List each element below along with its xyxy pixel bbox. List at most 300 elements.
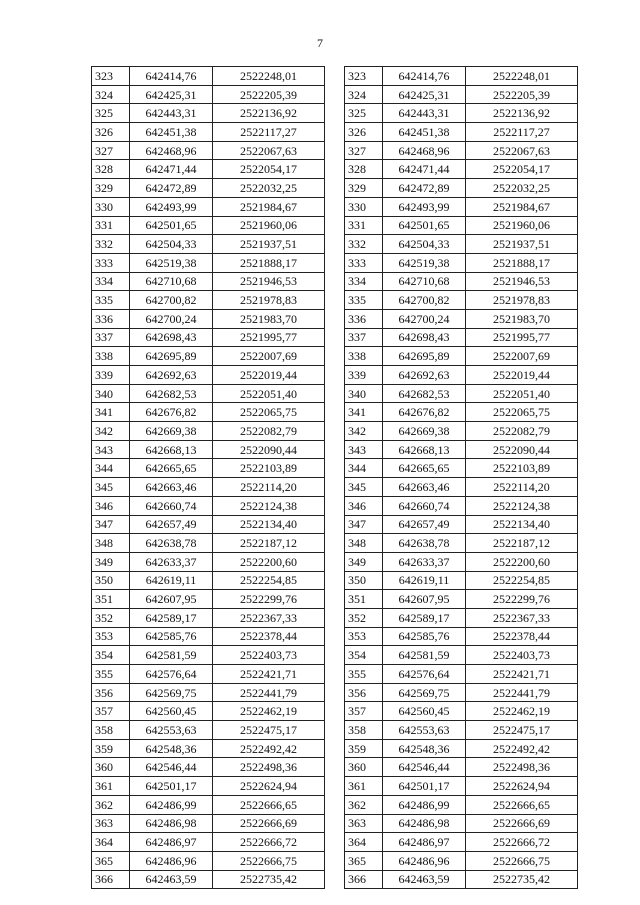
table-row <box>92 571 325 590</box>
y-coordinate-cell: 2522117,27 <box>466 123 578 142</box>
x-coordinate-cell: 642519,38 <box>383 253 466 272</box>
x-coordinate-cell: 642486,97 <box>130 833 213 852</box>
point-number-cell: 334 <box>92 272 130 291</box>
x-coordinate-cell: 642657,49 <box>130 515 213 534</box>
y-coordinate-cell: 2522200,60 <box>213 552 325 571</box>
table-row <box>345 347 578 366</box>
table-row <box>345 665 578 684</box>
y-coordinate-cell: 2522378,44 <box>466 627 578 646</box>
table-row <box>92 309 325 328</box>
y-coordinate-cell: 2522666,65 <box>466 795 578 814</box>
x-coordinate-cell: 642695,89 <box>383 347 466 366</box>
y-coordinate-cell: 2522114,20 <box>213 478 325 497</box>
x-coordinate-cell: 642669,38 <box>383 422 466 441</box>
x-coordinate-cell: 642472,89 <box>130 179 213 198</box>
point-number-cell: 358 <box>92 721 130 740</box>
point-number-cell: 333 <box>345 253 383 272</box>
point-number-cell: 356 <box>345 683 383 702</box>
x-coordinate-cell: 642493,99 <box>130 197 213 216</box>
table-row <box>92 272 325 291</box>
x-coordinate-cell: 642501,17 <box>383 777 466 796</box>
point-number-cell: 336 <box>92 309 130 328</box>
y-coordinate-cell: 2522200,60 <box>466 552 578 571</box>
x-coordinate-cell: 642548,36 <box>130 739 213 758</box>
y-coordinate-cell: 2522299,76 <box>466 590 578 609</box>
x-coordinate-cell: 642668,13 <box>383 440 466 459</box>
table-row <box>92 347 325 366</box>
x-coordinate-cell: 642663,46 <box>130 478 213 497</box>
point-number-cell: 349 <box>345 552 383 571</box>
table-row <box>92 123 325 142</box>
point-number-cell: 341 <box>345 403 383 422</box>
point-number-cell: 359 <box>92 739 130 758</box>
y-coordinate-cell: 2521984,67 <box>213 197 325 216</box>
table-row <box>92 440 325 459</box>
point-number-cell: 343 <box>92 440 130 459</box>
x-coordinate-cell: 642638,78 <box>130 534 213 553</box>
table-row <box>345 851 578 870</box>
point-number-cell: 362 <box>345 795 383 814</box>
point-number-cell: 327 <box>92 141 130 160</box>
y-coordinate-cell: 2522254,85 <box>213 571 325 590</box>
table-row <box>92 67 325 86</box>
y-coordinate-cell: 2522205,39 <box>466 85 578 104</box>
x-coordinate-cell: 642486,99 <box>383 795 466 814</box>
point-number-cell: 324 <box>92 85 130 104</box>
y-coordinate-cell: 2522117,27 <box>213 123 325 142</box>
y-coordinate-cell: 2522082,79 <box>213 422 325 441</box>
table-row <box>345 104 578 123</box>
point-number-cell: 352 <box>345 608 383 627</box>
x-coordinate-cell: 642548,36 <box>383 739 466 758</box>
y-coordinate-cell: 2521995,77 <box>466 328 578 347</box>
point-number-cell: 348 <box>92 534 130 553</box>
x-coordinate-cell: 642710,68 <box>130 272 213 291</box>
point-number-cell: 350 <box>345 571 383 590</box>
table-row <box>92 608 325 627</box>
y-coordinate-cell: 2522624,94 <box>466 777 578 796</box>
y-coordinate-cell: 2522666,65 <box>213 795 325 814</box>
y-coordinate-cell: 2522054,17 <box>466 160 578 179</box>
y-coordinate-cell: 2521984,67 <box>466 197 578 216</box>
y-coordinate-cell: 2522475,17 <box>466 721 578 740</box>
y-coordinate-cell: 2522666,69 <box>213 814 325 833</box>
x-coordinate-cell: 642633,37 <box>383 552 466 571</box>
table-row <box>345 496 578 515</box>
x-coordinate-cell: 642581,59 <box>130 646 213 665</box>
point-number-cell: 339 <box>92 366 130 385</box>
table-row <box>345 422 578 441</box>
y-coordinate-cell: 2521983,70 <box>466 309 578 328</box>
point-number-cell: 338 <box>345 347 383 366</box>
x-coordinate-cell: 642425,31 <box>383 85 466 104</box>
x-coordinate-cell: 642451,38 <box>383 123 466 142</box>
table-row <box>345 85 578 104</box>
y-coordinate-cell: 2522378,44 <box>213 627 325 646</box>
point-number-cell: 347 <box>92 515 130 534</box>
y-coordinate-cell: 2522403,73 <box>213 646 325 665</box>
point-number-cell: 352 <box>92 608 130 627</box>
x-coordinate-cell: 642633,37 <box>130 552 213 571</box>
y-coordinate-cell: 2521946,53 <box>213 272 325 291</box>
x-coordinate-cell: 642692,63 <box>130 366 213 385</box>
y-coordinate-cell: 2522136,92 <box>213 104 325 123</box>
point-number-cell: 354 <box>92 646 130 665</box>
table-row <box>345 123 578 142</box>
x-coordinate-cell: 642585,76 <box>130 627 213 646</box>
table-row <box>345 272 578 291</box>
x-coordinate-cell: 642486,96 <box>383 851 466 870</box>
y-coordinate-cell: 2522421,71 <box>213 665 325 684</box>
table-row <box>345 235 578 254</box>
y-coordinate-cell: 2522735,42 <box>466 870 578 889</box>
x-coordinate-cell: 642560,45 <box>130 702 213 721</box>
y-coordinate-cell: 2522367,33 <box>213 608 325 627</box>
x-coordinate-cell: 642700,24 <box>130 309 213 328</box>
x-coordinate-cell: 642682,53 <box>383 384 466 403</box>
table-row <box>345 216 578 235</box>
y-coordinate-cell: 2522299,76 <box>213 590 325 609</box>
table-row <box>345 179 578 198</box>
point-number-cell: 343 <box>345 440 383 459</box>
x-coordinate-cell: 642700,24 <box>383 309 466 328</box>
table-row <box>92 814 325 833</box>
x-coordinate-cell: 642660,74 <box>130 496 213 515</box>
point-number-cell: 360 <box>345 758 383 777</box>
y-coordinate-cell: 2522134,40 <box>213 515 325 534</box>
y-coordinate-cell: 2522007,69 <box>466 347 578 366</box>
point-number-cell: 356 <box>92 683 130 702</box>
x-coordinate-cell: 642576,64 <box>130 665 213 684</box>
x-coordinate-cell: 642695,89 <box>130 347 213 366</box>
x-coordinate-cell: 642463,59 <box>130 870 213 889</box>
x-coordinate-cell: 642501,17 <box>130 777 213 796</box>
point-number-cell: 330 <box>345 197 383 216</box>
point-number-cell: 338 <box>92 347 130 366</box>
y-coordinate-cell: 2522248,01 <box>213 67 325 86</box>
point-number-cell: 354 <box>345 646 383 665</box>
x-coordinate-cell: 642471,44 <box>383 160 466 179</box>
y-coordinate-cell: 2522666,75 <box>466 851 578 870</box>
point-number-cell: 335 <box>92 291 130 310</box>
point-number-cell: 339 <box>345 366 383 385</box>
x-coordinate-cell: 642710,68 <box>383 272 466 291</box>
y-coordinate-cell: 2522735,42 <box>213 870 325 889</box>
y-coordinate-cell: 2522019,44 <box>466 366 578 385</box>
x-coordinate-cell: 642501,65 <box>383 216 466 235</box>
table-row <box>345 478 578 497</box>
point-number-cell: 361 <box>345 777 383 796</box>
table-row <box>345 739 578 758</box>
y-coordinate-cell: 2521946,53 <box>466 272 578 291</box>
point-number-cell: 344 <box>345 459 383 478</box>
table-row <box>345 552 578 571</box>
y-coordinate-cell: 2522187,12 <box>213 534 325 553</box>
point-number-cell: 332 <box>92 235 130 254</box>
y-coordinate-cell: 2522367,33 <box>466 608 578 627</box>
x-coordinate-cell: 642585,76 <box>383 627 466 646</box>
x-coordinate-cell: 642589,17 <box>383 608 466 627</box>
point-number-cell: 342 <box>345 422 383 441</box>
point-number-cell: 366 <box>92 870 130 889</box>
table-row <box>92 739 325 758</box>
y-coordinate-cell: 2522103,89 <box>466 459 578 478</box>
page-number: 7 <box>317 36 323 50</box>
table-row <box>92 758 325 777</box>
y-coordinate-cell: 2522462,19 <box>466 702 578 721</box>
y-coordinate-cell: 2522666,75 <box>213 851 325 870</box>
x-coordinate-cell: 642619,11 <box>130 571 213 590</box>
x-coordinate-cell: 642414,76 <box>130 67 213 86</box>
x-coordinate-cell: 642682,53 <box>130 384 213 403</box>
point-number-cell: 335 <box>345 291 383 310</box>
table-row <box>92 179 325 198</box>
x-coordinate-cell: 642553,63 <box>130 721 213 740</box>
point-number-cell: 327 <box>345 141 383 160</box>
table-row <box>345 440 578 459</box>
x-coordinate-cell: 642472,89 <box>383 179 466 198</box>
y-coordinate-cell: 2522051,40 <box>466 384 578 403</box>
y-coordinate-cell: 2522103,89 <box>213 459 325 478</box>
y-coordinate-cell: 2521888,17 <box>466 253 578 272</box>
table-row <box>345 253 578 272</box>
y-coordinate-cell: 2522065,75 <box>213 403 325 422</box>
table-row <box>345 721 578 740</box>
x-coordinate-cell: 642657,49 <box>383 515 466 534</box>
y-coordinate-cell: 2521978,83 <box>466 291 578 310</box>
x-coordinate-cell: 642519,38 <box>130 253 213 272</box>
table-row <box>345 459 578 478</box>
point-number-cell: 344 <box>92 459 130 478</box>
point-number-cell: 365 <box>345 851 383 870</box>
point-number-cell: 332 <box>345 235 383 254</box>
table-row <box>345 627 578 646</box>
x-coordinate-cell: 642581,59 <box>383 646 466 665</box>
point-number-cell: 328 <box>345 160 383 179</box>
x-coordinate-cell: 642569,75 <box>130 683 213 702</box>
point-number-cell: 357 <box>92 702 130 721</box>
y-coordinate-cell: 2522248,01 <box>466 67 578 86</box>
point-number-cell: 348 <box>345 534 383 553</box>
table-row <box>92 590 325 609</box>
point-number-cell: 330 <box>92 197 130 216</box>
x-coordinate-cell: 642546,44 <box>383 758 466 777</box>
y-coordinate-cell: 2521937,51 <box>213 235 325 254</box>
point-number-cell: 324 <box>345 85 383 104</box>
table-row <box>345 197 578 216</box>
table-row <box>92 104 325 123</box>
y-coordinate-cell: 2522492,42 <box>213 739 325 758</box>
x-coordinate-cell: 642504,33 <box>130 235 213 254</box>
table-row <box>92 665 325 684</box>
table-row <box>92 235 325 254</box>
y-coordinate-cell: 2522054,17 <box>213 160 325 179</box>
point-number-cell: 337 <box>345 328 383 347</box>
table-row <box>345 515 578 534</box>
point-number-cell: 333 <box>92 253 130 272</box>
table-row <box>92 777 325 796</box>
table-row <box>92 459 325 478</box>
y-coordinate-cell: 2521960,06 <box>466 216 578 235</box>
table-row <box>345 403 578 422</box>
point-number-cell: 347 <box>345 515 383 534</box>
table-row <box>345 590 578 609</box>
x-coordinate-cell: 642425,31 <box>130 85 213 104</box>
x-coordinate-cell: 642607,95 <box>130 590 213 609</box>
table-row <box>92 216 325 235</box>
point-number-cell: 350 <box>92 571 130 590</box>
point-number-cell: 328 <box>92 160 130 179</box>
x-coordinate-cell: 642698,43 <box>130 328 213 347</box>
point-number-cell: 363 <box>92 814 130 833</box>
x-coordinate-cell: 642443,31 <box>383 104 466 123</box>
y-coordinate-cell: 2522007,69 <box>213 347 325 366</box>
point-number-cell: 364 <box>92 833 130 852</box>
x-coordinate-cell: 642471,44 <box>130 160 213 179</box>
point-number-cell: 355 <box>92 665 130 684</box>
y-coordinate-cell: 2522492,42 <box>466 739 578 758</box>
point-number-cell: 363 <box>345 814 383 833</box>
point-number-cell: 359 <box>345 739 383 758</box>
x-coordinate-cell: 642486,97 <box>383 833 466 852</box>
point-number-cell: 346 <box>92 496 130 515</box>
point-number-cell: 353 <box>92 627 130 646</box>
y-coordinate-cell: 2522134,40 <box>466 515 578 534</box>
x-coordinate-cell: 642676,82 <box>383 403 466 422</box>
y-coordinate-cell: 2521960,06 <box>213 216 325 235</box>
y-coordinate-cell: 2522498,36 <box>213 758 325 777</box>
point-number-cell: 349 <box>92 552 130 571</box>
y-coordinate-cell: 2522124,38 <box>466 496 578 515</box>
table-row <box>345 758 578 777</box>
table-row <box>92 496 325 515</box>
y-coordinate-cell: 2522067,63 <box>213 141 325 160</box>
y-coordinate-cell: 2522666,72 <box>466 833 578 852</box>
x-coordinate-cell: 642619,11 <box>383 571 466 590</box>
y-coordinate-cell: 2521995,77 <box>213 328 325 347</box>
x-coordinate-cell: 642698,43 <box>383 328 466 347</box>
point-number-cell: 355 <box>345 665 383 684</box>
table-row <box>345 795 578 814</box>
y-coordinate-cell: 2522421,71 <box>466 665 578 684</box>
y-coordinate-cell: 2522403,73 <box>466 646 578 665</box>
point-number-cell: 365 <box>92 851 130 870</box>
x-coordinate-cell: 642560,45 <box>383 702 466 721</box>
table-row <box>92 627 325 646</box>
x-coordinate-cell: 642504,33 <box>383 235 466 254</box>
table-row <box>345 571 578 590</box>
x-coordinate-cell: 642486,98 <box>130 814 213 833</box>
point-number-cell: 340 <box>345 384 383 403</box>
point-number-cell: 366 <box>345 870 383 889</box>
table-row <box>345 833 578 852</box>
x-coordinate-cell: 642665,65 <box>383 459 466 478</box>
point-number-cell: 337 <box>92 328 130 347</box>
table-row <box>92 795 325 814</box>
y-coordinate-cell: 2522090,44 <box>466 440 578 459</box>
y-coordinate-cell: 2522666,69 <box>466 814 578 833</box>
table-row <box>345 870 578 889</box>
table-row <box>345 309 578 328</box>
point-number-cell: 360 <box>92 758 130 777</box>
x-coordinate-cell: 642669,38 <box>130 422 213 441</box>
x-coordinate-cell: 642576,64 <box>383 665 466 684</box>
table-row <box>92 683 325 702</box>
point-number-cell: 361 <box>92 777 130 796</box>
y-coordinate-cell: 2521983,70 <box>213 309 325 328</box>
table-row <box>92 366 325 385</box>
point-number-cell: 357 <box>345 702 383 721</box>
point-number-cell: 362 <box>92 795 130 814</box>
x-coordinate-cell: 642589,17 <box>130 608 213 627</box>
table-row <box>345 160 578 179</box>
x-coordinate-cell: 642660,74 <box>383 496 466 515</box>
table-row <box>92 197 325 216</box>
point-number-cell: 340 <box>92 384 130 403</box>
x-coordinate-cell: 642676,82 <box>130 403 213 422</box>
point-number-cell: 331 <box>92 216 130 235</box>
point-number-cell: 326 <box>345 123 383 142</box>
y-coordinate-cell: 2522019,44 <box>213 366 325 385</box>
table-row <box>92 870 325 889</box>
table-row <box>92 291 325 310</box>
point-number-cell: 341 <box>92 403 130 422</box>
y-coordinate-cell: 2522205,39 <box>213 85 325 104</box>
point-number-cell: 326 <box>92 123 130 142</box>
y-coordinate-cell: 2522187,12 <box>466 534 578 553</box>
table-row <box>92 515 325 534</box>
y-coordinate-cell: 2522254,85 <box>466 571 578 590</box>
x-coordinate-cell: 642468,96 <box>130 141 213 160</box>
y-coordinate-cell: 2522666,72 <box>213 833 325 852</box>
table-row <box>345 646 578 665</box>
table-row <box>92 534 325 553</box>
table-row <box>92 851 325 870</box>
point-number-cell: 345 <box>345 478 383 497</box>
point-number-cell: 358 <box>345 721 383 740</box>
y-coordinate-cell: 2522462,19 <box>213 702 325 721</box>
point-number-cell: 325 <box>92 104 130 123</box>
y-coordinate-cell: 2522475,17 <box>213 721 325 740</box>
x-coordinate-cell: 642665,65 <box>130 459 213 478</box>
point-number-cell: 351 <box>92 590 130 609</box>
table-row <box>345 366 578 385</box>
table-row <box>345 534 578 553</box>
table-row <box>92 141 325 160</box>
table-row <box>92 833 325 852</box>
point-number-cell: 342 <box>92 422 130 441</box>
y-coordinate-cell: 2522624,94 <box>213 777 325 796</box>
y-coordinate-cell: 2522090,44 <box>213 440 325 459</box>
x-coordinate-cell: 642546,44 <box>130 758 213 777</box>
y-coordinate-cell: 2522032,25 <box>213 179 325 198</box>
table-row <box>92 702 325 721</box>
x-coordinate-cell: 642468,96 <box>383 141 466 160</box>
y-coordinate-cell: 2522114,20 <box>466 478 578 497</box>
x-coordinate-cell: 642486,99 <box>130 795 213 814</box>
y-coordinate-cell: 2522441,79 <box>466 683 578 702</box>
table-row <box>345 141 578 160</box>
y-coordinate-cell: 2522124,38 <box>213 496 325 515</box>
point-number-cell: 331 <box>345 216 383 235</box>
table-row <box>92 160 325 179</box>
table-row <box>92 646 325 665</box>
x-coordinate-cell: 642607,95 <box>383 590 466 609</box>
x-coordinate-cell: 642493,99 <box>383 197 466 216</box>
point-number-cell: 323 <box>345 67 383 86</box>
table-row <box>345 328 578 347</box>
y-coordinate-cell: 2522498,36 <box>466 758 578 777</box>
